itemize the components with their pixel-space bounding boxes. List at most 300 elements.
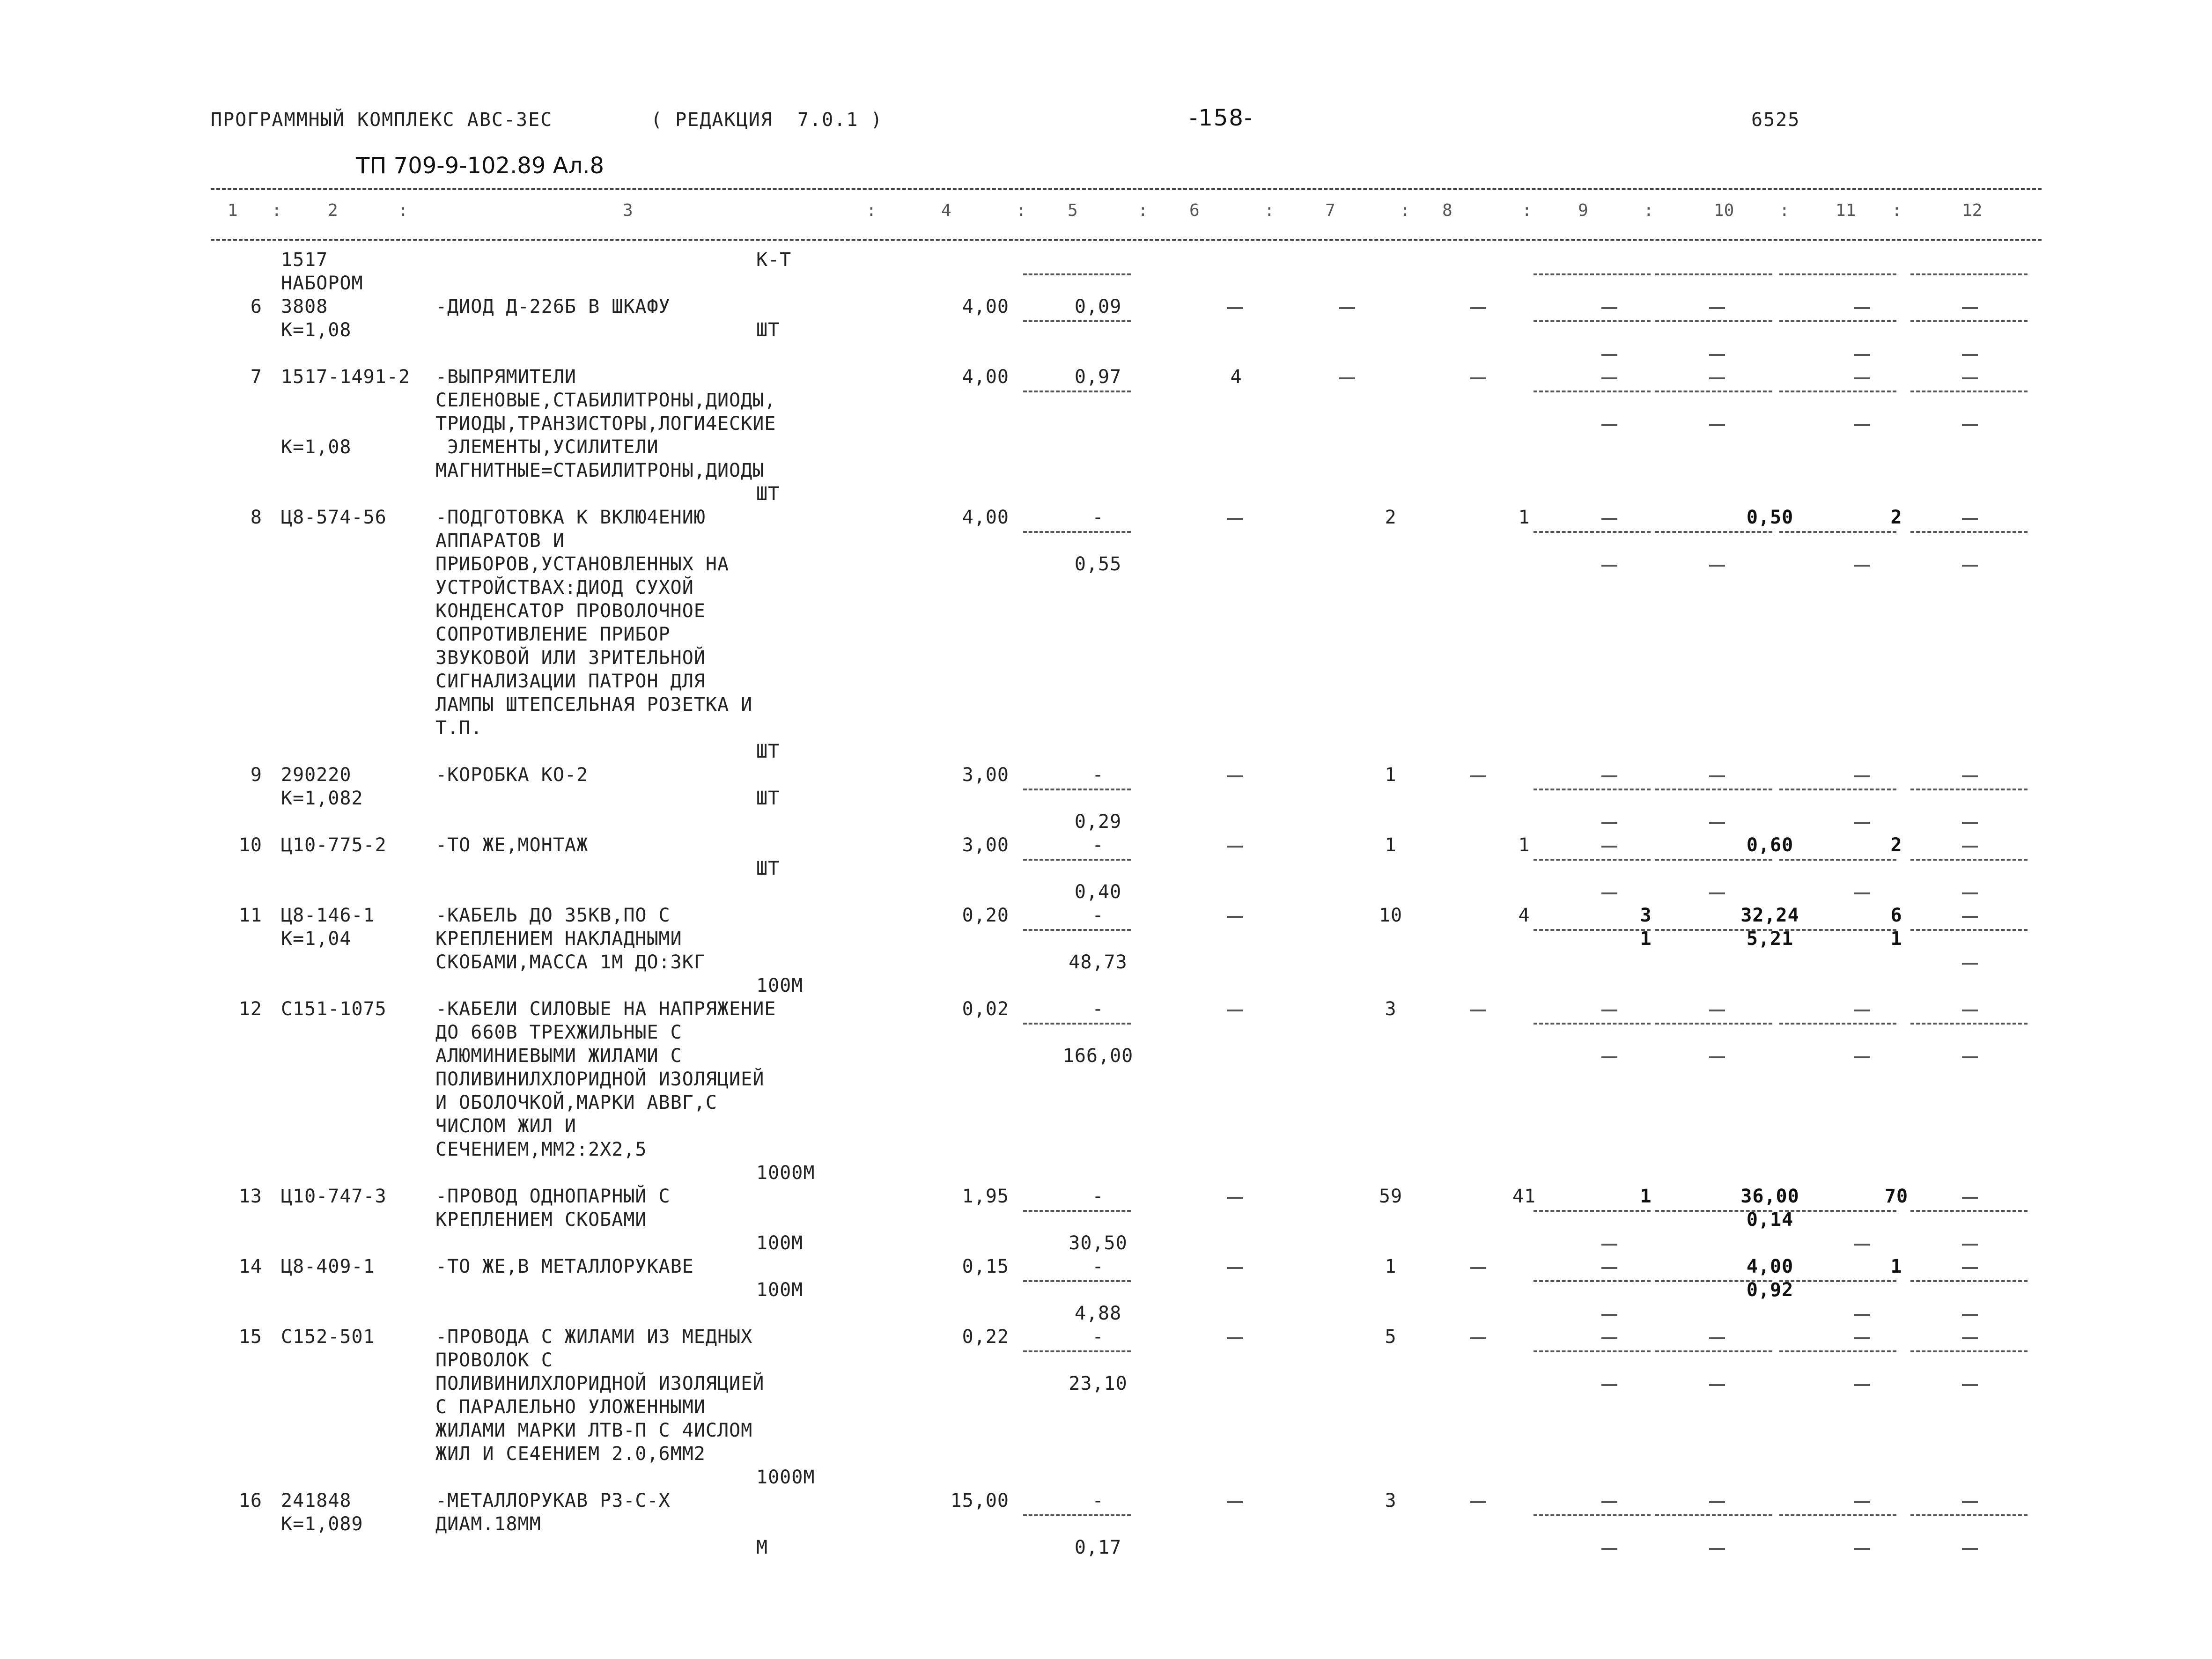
row-number: 15 [238,1326,262,1348]
resource-code: 290220 [281,764,352,786]
col10-value: 0,50 [1746,507,1794,528]
col5-value: 0,09 [1074,296,1122,317]
col6-empty-dash [1227,1267,1243,1269]
resource-code: 1517 [281,249,328,271]
work-description: СОПРОТИВЛЕНИЕ ПРИБОР [435,624,671,645]
work-description: И ОБОЛОЧКОЙ,МАРКИ АВВГ,С [435,1092,717,1113]
unit-label: 1000М [756,1162,815,1184]
col9-empty-dash [1601,377,1617,379]
col10-empty-dash [1709,1501,1725,1503]
col9-empty-dash-lower [1601,1548,1617,1550]
col5-separator [1023,929,1131,931]
column-separator: : [1138,201,1148,220]
unit-label: ШТ [756,858,780,879]
work-description: КОНДЕНСАТОР ПРОВОЛОЧНОЕ [435,600,706,622]
column-number: 3 [623,201,633,220]
col9-empty-dash [1601,1337,1617,1339]
work-description: -МЕТАЛЛОРУКАВ РЗ-С-Х [435,1490,671,1512]
col5-separator [1023,273,1131,275]
col6-empty-dash [1227,775,1243,777]
col8-empty-dash [1470,1337,1486,1339]
work-description: ПОЛИВИНИЛХЛОРИДНОЙ ИЗОЛЯЦИЕЙ [435,1373,765,1394]
col12-empty-dash-lower [1962,1056,1978,1058]
c12-separator [1910,789,2028,790]
col9-empty-dash [1601,1010,1617,1011]
c10-separator [1655,929,1772,931]
col11-empty-dash-lower [1854,1314,1870,1316]
quantity: 3,00 [962,764,1009,786]
work-description: СЕЛЕНОВЫЕ,СТАБИЛИТРОНЫ,ДИОДЫ, [435,390,776,411]
col10-secondary-value: 5,21 [1746,928,1794,950]
row-number: 6 [250,296,262,317]
resource-code: 241848 [281,1490,352,1512]
col9-empty-dash [1601,846,1617,848]
column-separator: : [272,201,282,220]
col11-empty-dash-lower [1854,354,1870,356]
resource-code: К=1,04 [281,928,352,950]
handwritten-project-code: ТП 709-9-102.89 Ал.8 [356,153,604,179]
resource-code: Ц8-574-56 [281,507,387,528]
col12-empty-dash [1962,1010,1978,1011]
unit-label: 100М [756,975,804,996]
c10-separator [1655,1210,1772,1212]
work-description: -ПОДГОТОВКА К ВКЛЮ4ЕНИЮ [435,507,706,528]
col8-value: 1 [1518,834,1530,856]
row-number: 14 [238,1256,262,1277]
col11-empty-dash [1854,1337,1870,1339]
quantity: 0,20 [962,905,1009,926]
unit-label: 100М [756,1232,804,1254]
column-number: 5 [1068,201,1078,220]
col10-empty-dash-lower [1709,892,1725,894]
resource-code: Ц8-409-1 [281,1256,375,1277]
c9-separator [1534,273,1651,275]
work-description: СЕЧЕНИЕМ,ММ2:2Х2,5 [435,1139,647,1160]
col12-empty-dash-lower [1962,565,1978,567]
col8-value: 1 [1518,507,1530,528]
c9-separator [1534,1280,1651,1282]
c9-separator [1534,859,1651,861]
work-description: ЖИЛ И СЕ4ЕНИЕМ 2.0,6ММ2 [435,1443,706,1465]
work-description: ЖИЛАМИ МАРКИ ЛТВ-П С 4ИСЛОМ [435,1420,753,1441]
col7-empty-dash [1339,377,1355,379]
work-description: ПРИБОРОВ,УСТАНОВЛЕННЫХ НА [435,553,730,575]
col5-separator [1023,1514,1131,1516]
c10-separator [1655,789,1772,790]
col9-empty-dash-lower [1601,1244,1617,1246]
col10-empty-dash-lower [1709,1384,1725,1386]
col10-secondary-value: 0,92 [1746,1279,1794,1301]
col5-secondary-value: 30,50 [1069,1232,1128,1254]
c10-separator [1655,1350,1772,1352]
column-number: 9 [1578,201,1588,220]
resource-code: Ц10-747-3 [281,1186,387,1207]
work-description: ЭЛЕМЕНТЫ,УСИЛИТЕЛИ [435,436,659,458]
col9-empty-dash [1601,775,1617,777]
c11-separator [1779,391,1896,392]
c12-separator [1910,320,2028,322]
c9-separator [1534,391,1651,392]
row-number: 11 [238,905,262,926]
c11-separator [1779,273,1896,275]
col5-value: - [1092,905,1104,926]
col7-value: 3 [1385,998,1397,1020]
col8-value: 41 [1512,1186,1536,1207]
work-description: ПРОВОЛОК С [435,1349,553,1371]
col5-secondary-value: 0,55 [1074,553,1122,575]
c10-separator [1655,391,1772,392]
col5-secondary-value: 4,88 [1074,1303,1122,1324]
col6-empty-dash [1227,518,1243,520]
col8-empty-dash [1470,1010,1486,1011]
c11-separator [1779,531,1896,533]
resource-code: К=1,089 [281,1513,363,1535]
col7-empty-dash [1339,307,1355,309]
col5-value: - [1092,1186,1104,1207]
col12-empty-dash [1962,1501,1978,1503]
c11-separator [1779,1023,1896,1025]
quantity: 4,00 [962,366,1009,388]
c10-separator [1655,273,1772,275]
col5-separator [1023,1210,1131,1212]
col10-empty-dash [1709,377,1725,379]
col10-empty-dash-lower [1709,354,1725,356]
col8-empty-dash [1470,775,1486,777]
work-description: -ВЫПРЯМИТЕЛИ [435,366,576,388]
work-description: Т.П. [435,717,483,739]
col7-value: 2 [1385,507,1397,528]
c10-separator [1655,1280,1772,1282]
col10-empty-dash-lower [1709,565,1725,567]
column-number: 7 [1325,201,1335,220]
col9-empty-dash-lower [1601,354,1617,356]
c9-separator [1534,789,1651,790]
c12-separator [1910,273,2028,275]
quantity: 4,00 [962,507,1009,528]
col11-empty-dash-lower [1854,565,1870,567]
c12-separator [1910,1210,2028,1212]
col6-empty-dash [1227,916,1243,918]
col12-empty-dash-lower [1962,963,1978,965]
c9-separator [1534,1350,1651,1352]
resource-code: Ц10-775-2 [281,834,387,856]
col6-empty-dash [1227,1501,1243,1503]
quantity: 0,15 [962,1256,1009,1277]
col12-empty-dash-lower [1962,424,1978,426]
col10-empty-dash [1709,1337,1725,1339]
col10-empty-dash [1709,1010,1725,1011]
col8-empty-dash [1470,377,1486,379]
c12-separator [1910,929,2028,931]
column-number: 6 [1189,201,1200,220]
column-separator: : [1522,201,1532,220]
col8-value: 4 [1518,905,1530,926]
top-rule [211,188,2042,190]
col10-empty-dash [1709,307,1725,309]
col9-empty-dash [1601,307,1617,309]
work-description: -ТО ЖЕ,МОНТАЖ [435,834,589,856]
work-description: ЧИСЛОМ ЖИЛ И [435,1115,576,1137]
work-description: ПОЛИВИНИЛХЛОРИДНОЙ ИЗОЛЯЦИЕЙ [435,1069,765,1090]
row-number: 8 [250,507,262,528]
row-number: 16 [238,1490,262,1512]
unit-label: 1000М [756,1467,815,1488]
column-separator: : [1779,201,1790,220]
row-number: 12 [238,998,262,1020]
col9-empty-dash-lower [1601,424,1617,426]
col10-value: 0,60 [1746,834,1794,856]
column-separator: : [1892,201,1902,220]
c11-separator [1779,1350,1896,1352]
column-separator: : [398,201,408,220]
col12-empty-dash-lower [1962,354,1978,356]
resource-code: 3808 [281,296,328,317]
work-description: МАГНИТНЫЕ=СТАБИЛИТРОНЫ,ДИОДЫ [435,460,765,481]
quantity: 15,00 [950,1490,1009,1512]
c10-separator [1655,320,1772,322]
work-description: -ТО ЖЕ,В МЕТАЛЛОРУКАВЕ [435,1256,694,1277]
col12-empty-dash [1962,1197,1978,1199]
col10-value: 4,00 [1746,1256,1794,1277]
column-number: 10 [1714,201,1734,220]
work-description: ДИАМ.18ММ [435,1513,541,1535]
unit-label: 100М [756,1279,804,1301]
header-bottom-rule [211,239,2042,241]
col12-empty-dash [1962,916,1978,918]
col11-empty-dash-lower [1854,1548,1870,1550]
col5-value: - [1092,998,1104,1020]
c9-separator [1534,1514,1651,1516]
quantity: 1,95 [962,1186,1009,1207]
resource-code: К=1,08 [281,436,352,458]
col11-empty-dash-lower [1854,424,1870,426]
work-description: АППАРАТОВ И [435,530,565,552]
c12-separator [1910,391,2028,392]
resource-code: С152-501 [281,1326,375,1348]
unit-label: М [756,1537,768,1558]
col9-empty-dash [1601,1501,1617,1503]
col5-separator [1023,1023,1131,1025]
col11-empty-dash [1854,775,1870,777]
col7-value: 1 [1385,1256,1397,1277]
col9-value: 1 [1640,1186,1652,1207]
col12-empty-dash [1962,1267,1978,1269]
row-number: 13 [238,1186,262,1207]
col10-empty-dash-lower [1709,1056,1725,1058]
row-number: 9 [250,764,262,786]
col11-empty-dash-lower [1854,1244,1870,1246]
col5-value: - [1092,1326,1104,1348]
col8-empty-dash [1470,1267,1486,1269]
c9-separator [1534,929,1651,931]
document-number: 6525 [1751,109,1800,131]
resource-code: 1517-1491-2 [281,366,410,388]
col12-empty-dash-lower [1962,1314,1978,1316]
col6-empty-dash [1227,1010,1243,1011]
col5-value: 0,97 [1074,366,1122,388]
col11-empty-dash [1854,377,1870,379]
col11-value: 6 [1890,905,1902,926]
unit-label: К-Т [756,249,792,271]
col5-separator [1023,1350,1131,1352]
resource-code: Ц8-146-1 [281,905,375,926]
work-description: УСТРОЙСТВАХ:ДИОД СУХОЙ [435,577,694,598]
col6-value: 4 [1230,366,1242,388]
col5-secondary-value: 0,29 [1074,811,1122,833]
col8-empty-dash [1470,307,1486,309]
column-number: 4 [941,201,951,220]
c11-separator [1779,320,1896,322]
c10-separator [1655,859,1772,861]
col12-empty-dash [1962,377,1978,379]
col5-value: - [1092,834,1104,856]
col5-secondary-value: 166,00 [1062,1045,1134,1067]
resource-code: К=1,082 [281,788,363,809]
column-separator: : [866,201,877,220]
col5-separator [1023,531,1131,533]
edition-label: ( РЕДАКЦИЯ 7.0.1 ) [651,109,883,131]
resource-code: НАБОРОМ [281,273,363,294]
c9-separator [1534,1023,1651,1025]
c11-separator [1779,929,1896,931]
col5-separator [1023,320,1131,322]
work-description: ЛАМПЫ ШТЕПСЕЛЬНАЯ РОЗЕТКА И [435,694,753,715]
col12-empty-dash [1962,775,1978,777]
col7-value: 5 [1385,1326,1397,1348]
col11-value: 2 [1890,507,1902,528]
c9-separator [1534,1210,1651,1212]
program-title: ПРОГРАММНЫЙ КОМПЛЕКС АВС-3ЕС [211,109,553,131]
c11-separator [1779,1280,1896,1282]
work-description: -КАБЕЛИ СИЛОВЫЕ НА НАПРЯЖЕНИЕ [435,998,776,1020]
quantity: 3,00 [962,834,1009,856]
resource-code: К=1,08 [281,319,352,341]
col9-empty-dash-lower [1601,1314,1617,1316]
col10-empty-dash [1709,775,1725,777]
unit-label: ШТ [756,788,780,809]
col9-empty-dash-lower [1601,822,1617,824]
col10-empty-dash-lower [1709,822,1725,824]
col12-empty-dash-lower [1962,892,1978,894]
col12-empty-dash [1962,518,1978,520]
col9-secondary-value: 1 [1640,928,1652,950]
work-description: ТРИОДЫ,ТРАНЗИСТОРЫ,ЛОГИ4ЕСКИЕ [435,413,776,435]
c10-separator [1655,1023,1772,1025]
col5-secondary-value: 0,40 [1074,881,1122,903]
work-description: -ПРОВОДА С ЖИЛАМИ ИЗ МЕДНЫХ [435,1326,753,1348]
c12-separator [1910,1514,2028,1516]
c12-separator [1910,531,2028,533]
quantity: 0,22 [962,1326,1009,1348]
column-number: 8 [1442,201,1453,220]
c9-separator [1534,320,1651,322]
col12-empty-dash-lower [1962,822,1978,824]
unit-label: ШТ [756,741,780,762]
col11-secondary-value: 1 [1890,928,1902,950]
col12-empty-dash [1962,846,1978,848]
row-number: 7 [250,366,262,388]
col9-empty-dash-lower [1601,892,1617,894]
col8-empty-dash [1470,1501,1486,1503]
col11-empty-dash-lower [1854,1384,1870,1386]
col5-separator [1023,859,1131,861]
c12-separator [1910,1350,2028,1352]
c9-separator [1534,531,1651,533]
page-number: -158- [1189,105,1253,131]
col9-empty-dash [1601,518,1617,520]
work-description: -ДИОД Д-226Б В ШКАФУ [435,296,671,317]
col11-empty-dash [1854,307,1870,309]
col7-value: 10 [1379,905,1403,926]
col12-empty-dash-lower [1962,1384,1978,1386]
column-number: 12 [1962,201,1983,220]
col7-value: 3 [1385,1490,1397,1512]
c11-separator [1779,859,1896,861]
col6-empty-dash [1227,1197,1243,1199]
col12-empty-dash [1962,307,1978,309]
work-description: СКОБАМИ,МАССА 1М ДО:3КГ [435,951,706,973]
col5-separator [1023,1280,1131,1282]
col9-empty-dash-lower [1601,565,1617,567]
col9-empty-dash [1601,1267,1617,1269]
c11-separator [1779,1514,1896,1516]
col11-empty-dash-lower [1854,1056,1870,1058]
column-separator: : [1644,201,1654,220]
column-number: 1 [228,201,238,220]
col7-value: 1 [1385,764,1397,786]
col5-value: - [1092,1256,1104,1277]
col11-value: 70 [1884,1186,1909,1207]
col10-secondary-value: 0,14 [1746,1209,1794,1231]
col11-empty-dash [1854,1010,1870,1011]
work-description: КРЕПЛЕНИЕМ СКОБАМИ [435,1209,647,1231]
col5-value: - [1092,1490,1104,1512]
col6-empty-dash [1227,846,1243,848]
unit-label: ШТ [756,319,780,341]
col11-value: 1 [1890,1256,1902,1277]
row-number: 10 [238,834,262,856]
col5-value: - [1092,764,1104,786]
col7-value: 59 [1379,1186,1403,1207]
work-description: -КАБЕЛЬ ДО 35КВ,ПО С [435,905,671,926]
work-description: -КОРОБКА КО-2 [435,764,589,786]
col10-empty-dash-lower [1709,424,1725,426]
resource-code: С151-1075 [281,998,387,1020]
col9-empty-dash-lower [1601,1056,1617,1058]
c10-separator [1655,1514,1772,1516]
col11-empty-dash-lower [1854,892,1870,894]
column-separator: : [1016,201,1026,220]
col5-separator [1023,391,1131,392]
work-description: АЛЮМИНИЕВЫМИ ЖИЛАМИ С [435,1045,682,1067]
c10-separator [1655,531,1772,533]
column-number: 11 [1836,201,1856,220]
work-description: С ПАРАЛЕЛЬНО УЛОЖЕННЫМИ [435,1396,706,1418]
quantity: 4,00 [962,296,1009,317]
col10-value: 32,24 [1740,905,1799,926]
col12-empty-dash [1962,1337,1978,1339]
col11-value: 2 [1890,834,1902,856]
col12-empty-dash-lower [1962,1548,1978,1550]
unit-label: ШТ [756,483,780,505]
col11-empty-dash [1854,1501,1870,1503]
col12-empty-dash-lower [1962,1244,1978,1246]
work-description: ЗВУКОВОЙ ИЛИ ЗРИТЕЛЬНОЙ [435,647,706,669]
c12-separator [1910,1280,2028,1282]
col7-value: 1 [1385,834,1397,856]
column-separator: : [1400,201,1410,220]
col11-empty-dash-lower [1854,822,1870,824]
